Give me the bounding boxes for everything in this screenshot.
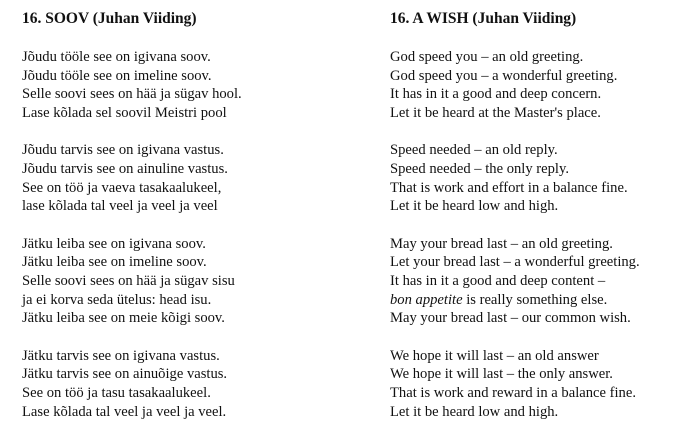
poem-line: It has in it a good and deep content –: [390, 272, 606, 289]
poem-line: God speed you – an old greeting.: [390, 49, 584, 65]
english-poem-title: 16. A WISH (Juhan Viiding): [390, 10, 577, 27]
poem-line: lase kõlada tal veel ja veel ja veel: [22, 198, 218, 215]
poem-line: Jõudu tarvis see on ainuline vastus.: [22, 160, 228, 177]
poem-line: Selle soovi sees on hää ja sügav sisu: [22, 272, 235, 289]
poem-line: That is work and effort in a balance fine.: [390, 179, 628, 196]
poem-line: Jätku leiba see on igivana soov.: [22, 235, 206, 252]
poem-line: [390, 291, 700, 310]
poem-line: See on töö ja tasu tasakaalukeel.: [22, 384, 211, 401]
estonian-stanza-2: [22, 141, 352, 215]
english-poem: [390, 10, 700, 440]
poem-line: That is work and reward in a balance fine.: [390, 384, 636, 401]
poem-line: Lase kõlada sel soovil Meistri pool: [22, 104, 227, 121]
line-rest: is really something else.: [462, 291, 608, 308]
english-stanza-2: [390, 141, 700, 215]
poem-line: Lase kõlada tal veel ja veel ja veel.: [22, 403, 227, 420]
poem-line: Jõudu tarvis see on igivana vastus.: [22, 142, 224, 159]
english-stanza-4: [390, 347, 700, 421]
estonian-stanza-3: [22, 235, 352, 328]
poem-line: Jätku tarvis see on ainuõige vastus.: [22, 366, 228, 383]
estonian-stanza-4: [22, 347, 352, 421]
estonian-stanza-1: [22, 48, 352, 122]
poem-line: Jõudu tööle see on imeline soov.: [22, 67, 212, 84]
poem-line: Jätku leiba see on meie kõigi soov.: [22, 310, 225, 327]
english-stanza-3: [390, 235, 700, 328]
poem-line: Speed needed – an old reply.: [390, 142, 558, 159]
poem-line: Let it be heard low and high.: [390, 403, 559, 420]
poem-line: May your bread last – an old greeting.: [390, 235, 613, 252]
poem-line: Let your bread last – a wonderful greeting.: [390, 254, 640, 271]
english-stanza-1: [390, 48, 700, 122]
poem-line: God speed you – a wonderful greeting.: [390, 67, 618, 84]
poem-line: May your bread last – our common wish.: [390, 310, 631, 327]
poem-line: It has in it a good and deep concern.: [390, 86, 602, 103]
poem-line: We hope it will last – the only answer.: [390, 366, 613, 383]
poem-line: Jätku leiba see on imeline soov.: [22, 254, 207, 271]
poem-line: Let it be heard at the Master's place.: [390, 104, 601, 121]
poem-line: Selle soovi sees on hää ja sügav hool.: [22, 86, 242, 103]
poem-line: Let it be heard low and high.: [390, 198, 559, 215]
poem-line: We hope it will last – an old answer: [390, 347, 599, 364]
poem-line: See on töö ja vaeva tasakaalukeel,: [22, 179, 222, 196]
estonian-poem-title: 16. SOOV (Juhan Viiding): [22, 10, 197, 27]
estonian-poem: [22, 10, 352, 440]
italic-phrase: bon appetite: [390, 291, 463, 308]
poem-line: Jätku tarvis see on igivana vastus.: [22, 347, 220, 364]
poem-line: Speed needed – the only reply.: [390, 160, 569, 177]
poem-line: ja ei korva seda ütelus: head isu.: [22, 291, 212, 308]
poem-line: Jõudu tööle see on igivana soov.: [22, 49, 211, 65]
